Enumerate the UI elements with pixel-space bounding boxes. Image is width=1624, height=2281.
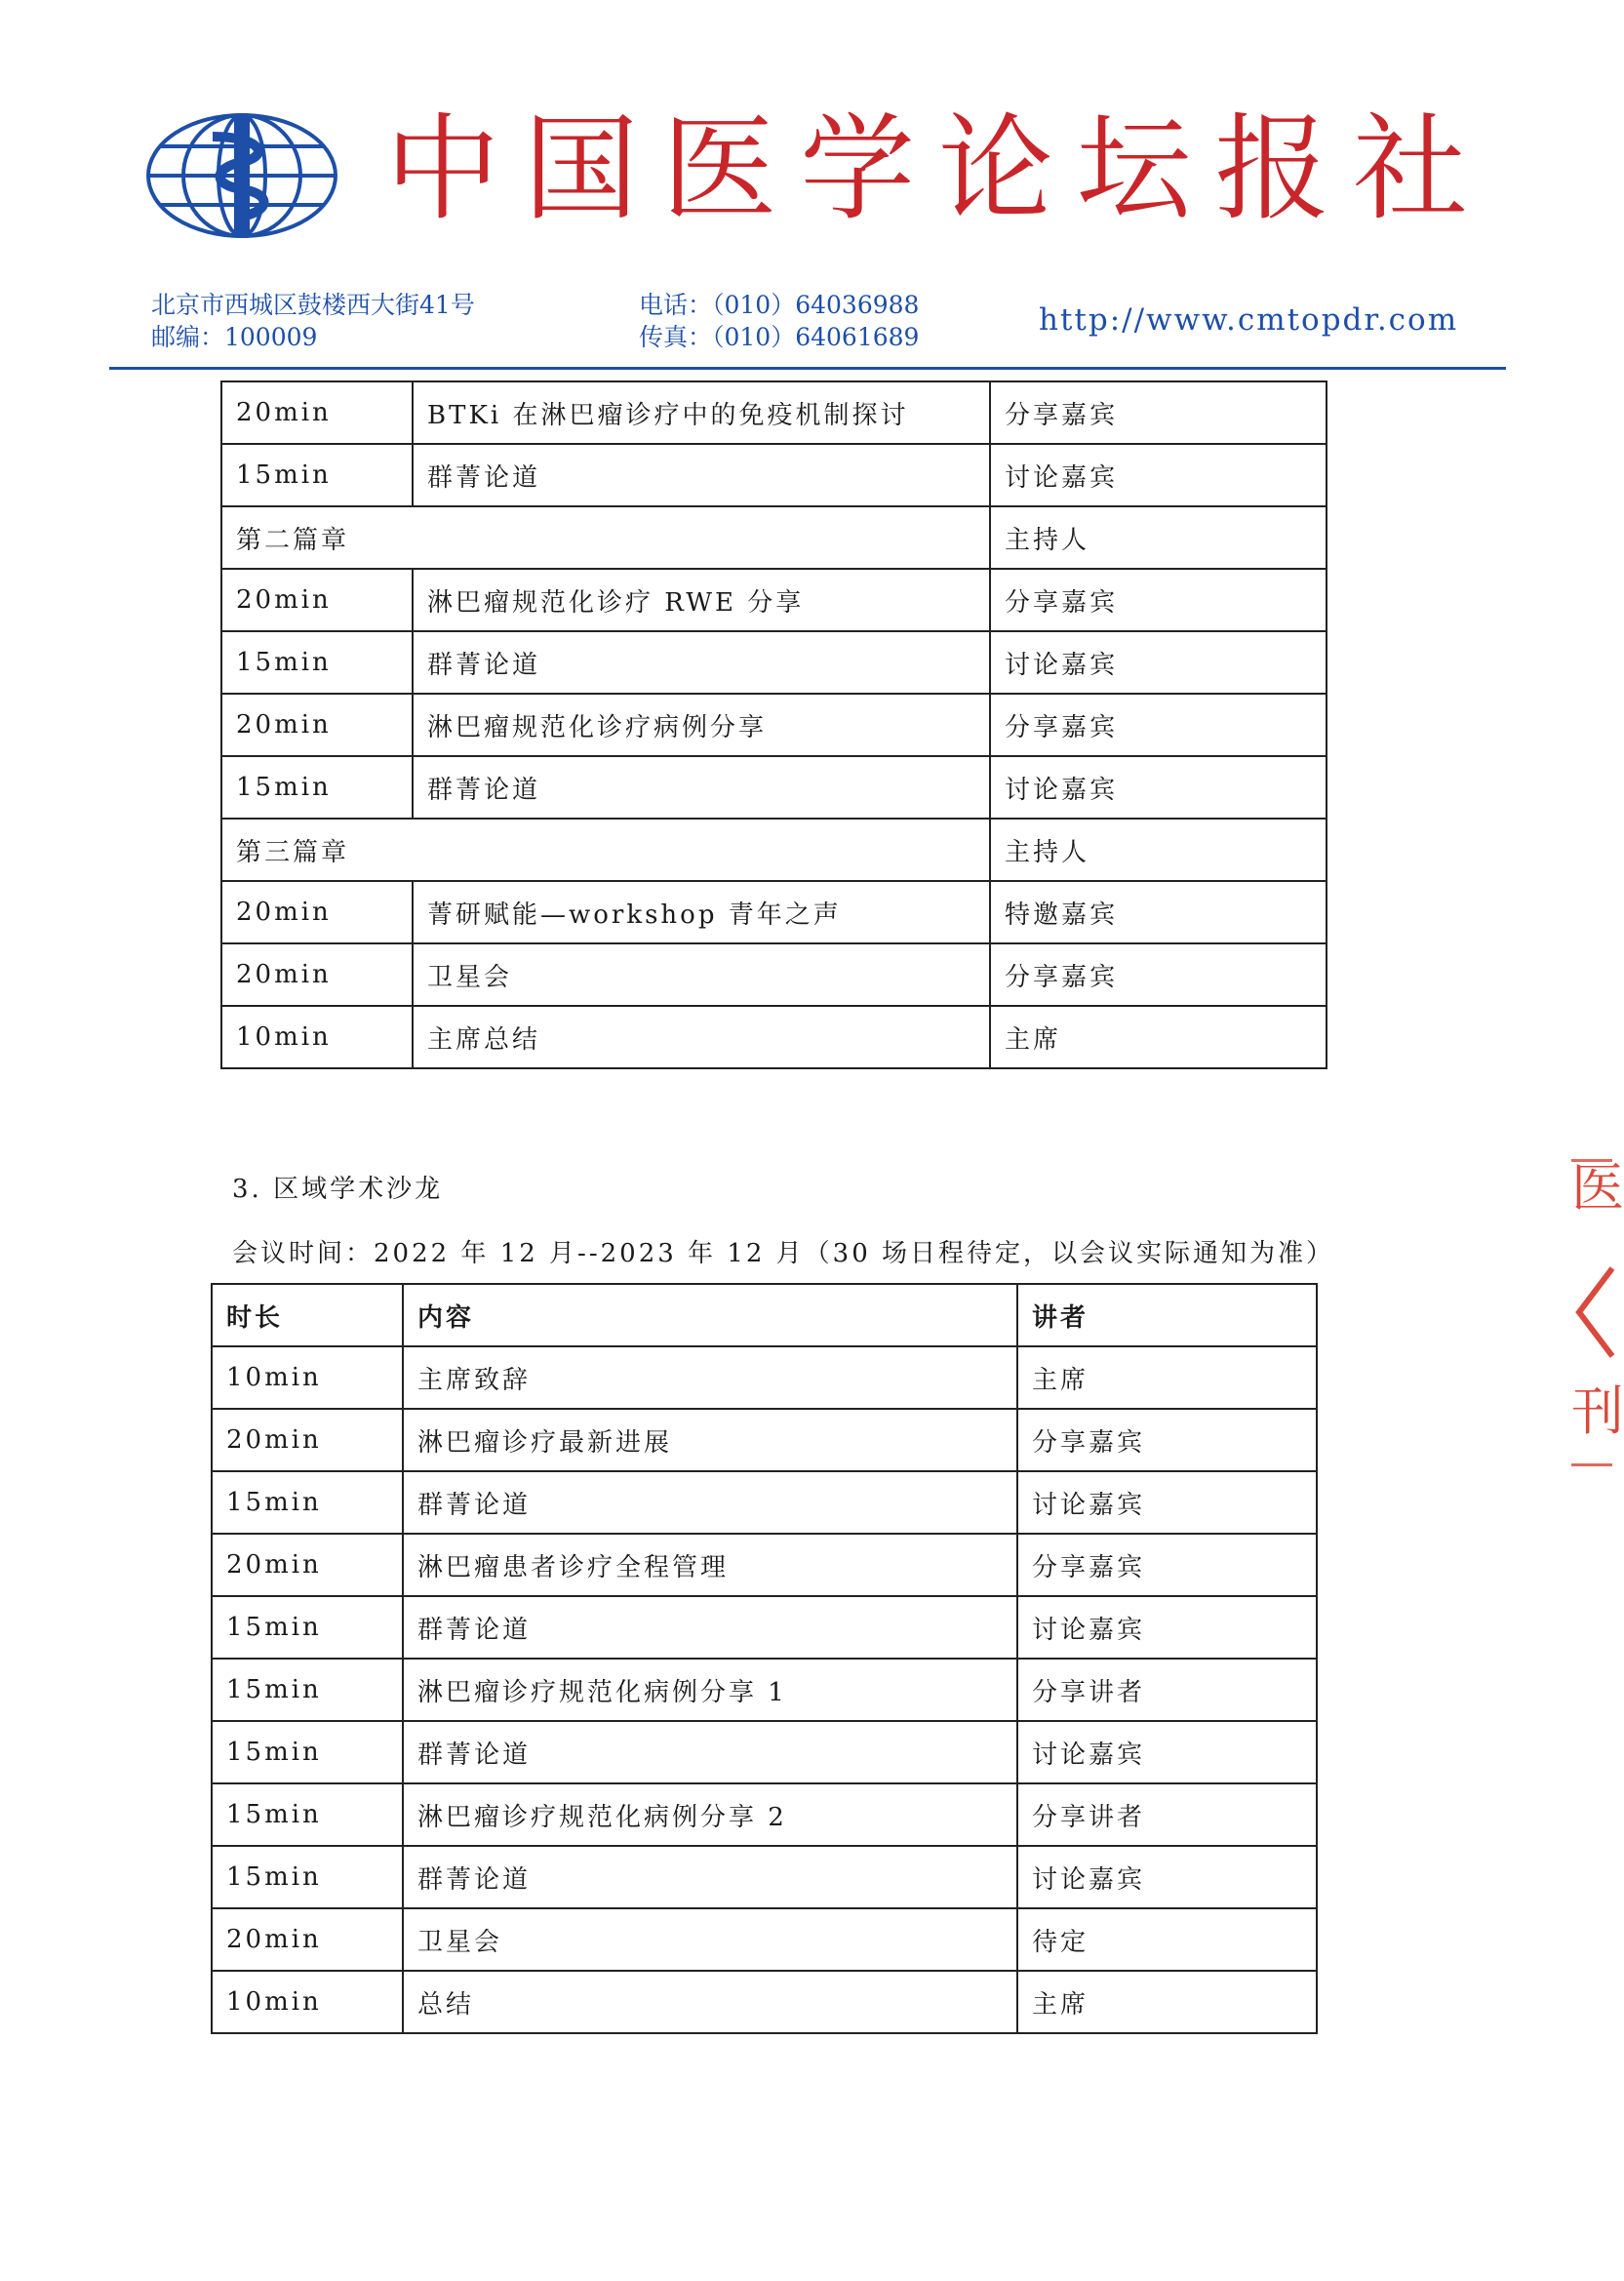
address-block — [151, 289, 475, 353]
content-cell: 卫星会 — [413, 943, 990, 1006]
table-row — [221, 943, 1327, 1006]
content-cell: 总结 — [403, 1971, 1017, 2033]
speaker-cell: 分享嘉宾 — [1017, 1534, 1317, 1596]
speaker-cell: 主席 — [1017, 1971, 1317, 2033]
table-row — [221, 881, 1327, 943]
organization-name — [385, 96, 1468, 242]
content-cell: 群菁论道 — [413, 631, 990, 694]
duration-cell: 10min — [212, 1346, 403, 1409]
content-cell: 群菁论道 — [403, 1471, 1017, 1534]
speaker-cell: 分享嘉宾 — [990, 694, 1327, 756]
table-row — [212, 1534, 1317, 1596]
org-name-char: 医 — [661, 101, 777, 236]
speaker-cell: 主持人 — [990, 819, 1327, 881]
table-row — [212, 1596, 1317, 1659]
duration-cell: 15min — [212, 1783, 403, 1846]
table-row — [221, 756, 1327, 819]
speaker-cell: 分享嘉宾 — [990, 943, 1327, 1006]
postcode-line: 邮编：100009 — [151, 323, 318, 351]
content-cell: 菁研赋能—workshop 青年之声 — [413, 881, 990, 943]
speaker-cell: 讨论嘉宾 — [990, 631, 1327, 694]
content-cell: 淋巴瘤规范化诊疗 RWE 分享 — [413, 569, 990, 631]
duration-cell: 10min — [212, 1971, 403, 2033]
speaker-cell: 待定 — [1017, 1908, 1317, 1971]
speaker-cell: 讨论嘉宾 — [1017, 1471, 1317, 1534]
duration-cell: 15min — [212, 1471, 403, 1534]
content-cell: 淋巴瘤患者诊疗全程管理 — [403, 1534, 1017, 1596]
content-cell: 淋巴瘤诊疗最新进展 — [403, 1409, 1017, 1471]
org-name-char: 报 — [1214, 101, 1330, 236]
speaker-cell: 主持人 — [990, 506, 1327, 569]
content-cell: 主席致辞 — [403, 1346, 1017, 1409]
table-row — [221, 381, 1327, 444]
content-cell: 卫星会 — [403, 1908, 1017, 1971]
website-link[interactable]: http://www.cmtopdr.com — [1039, 302, 1459, 338]
seal-fragment — [1571, 1157, 1624, 1240]
duration-cell: 20min — [221, 694, 413, 756]
duration-cell: 20min — [221, 381, 413, 444]
organization-logo — [144, 107, 339, 244]
org-name-char: 国 — [523, 101, 639, 236]
header-speaker: 讲者 — [1017, 1284, 1317, 1346]
section-title: 3. 区域学术沙龙 — [232, 1175, 444, 1204]
speaker-cell: 主席 — [1017, 1346, 1317, 1409]
table-row — [212, 1346, 1317, 1409]
org-name-char: 论 — [937, 101, 1053, 236]
duration-cell: 15min — [212, 1721, 403, 1783]
seal-fragment — [1571, 1259, 1612, 1366]
schedule-table-continued — [220, 380, 1327, 1069]
content-cell: 群菁论道 — [413, 756, 990, 819]
duration-cell: 15min — [221, 444, 413, 506]
duration-cell: 20min — [212, 1409, 403, 1471]
fax-line: 传真：（010）64061689 — [639, 323, 920, 351]
duration-cell: 15min — [221, 756, 413, 819]
speaker-cell: 特邀嘉宾 — [990, 881, 1327, 943]
content-cell: 淋巴瘤诊疗规范化病例分享 2 — [403, 1783, 1017, 1846]
table-row — [212, 1846, 1317, 1908]
speaker-cell: 分享讲者 — [1017, 1783, 1317, 1846]
duration-cell: 10min — [221, 1006, 413, 1068]
duration-cell: 15min — [212, 1596, 403, 1659]
table-row — [221, 1006, 1327, 1068]
table-row — [221, 444, 1327, 506]
table-header-row — [212, 1284, 1317, 1346]
meeting-time: 会议时间：2022 年 12 月--2023 年 12 月（30 场日程待定，以会议实际通知为准） — [232, 1239, 1335, 1268]
content-cell: 主席总结 — [413, 1006, 990, 1068]
salon-schedule-table — [211, 1283, 1318, 2034]
duration-cell: 15min — [212, 1846, 403, 1908]
table-row — [221, 631, 1327, 694]
chapter-title-cell: 第二篇章 — [221, 506, 990, 569]
duration-cell: 15min — [221, 631, 413, 694]
speaker-cell: 讨论嘉宾 — [990, 444, 1327, 506]
speaker-cell: 分享嘉宾 — [990, 569, 1327, 631]
chapter-title-cell: 第三篇章 — [221, 819, 990, 881]
address-line: 北京市西城区鼓楼西大街41号 — [151, 291, 475, 319]
header-divider — [109, 367, 1506, 370]
speaker-cell: 分享嘉宾 — [1017, 1409, 1317, 1471]
phone-line: 电话：（010）64036988 — [639, 291, 920, 319]
table-row — [212, 1783, 1317, 1846]
content-cell: 淋巴瘤诊疗规范化病例分享 1 — [403, 1659, 1017, 1721]
content-cell: 淋巴瘤规范化诊疗病例分享 — [413, 694, 990, 756]
content-cell: BTKi 在淋巴瘤诊疗中的免疫机制探讨 — [413, 381, 990, 444]
phone-block — [639, 289, 919, 353]
table-row — [212, 1409, 1317, 1471]
seal-char: 刊 — [1571, 1381, 1624, 1442]
table-row — [212, 1471, 1317, 1534]
chapter-row — [221, 819, 1327, 881]
speaker-cell: 讨论嘉宾 — [990, 756, 1327, 819]
org-name-char: 中 — [385, 101, 501, 236]
speaker-cell: 讨论嘉宾 — [1017, 1846, 1317, 1908]
table-row — [212, 1908, 1317, 1971]
table-row — [221, 569, 1327, 631]
speaker-cell: 分享嘉宾 — [990, 381, 1327, 444]
duration-cell: 20min — [221, 881, 413, 943]
duration-cell: 20min — [212, 1534, 403, 1596]
speaker-cell: 讨论嘉宾 — [1017, 1596, 1317, 1659]
duration-cell: 15min — [212, 1659, 403, 1721]
table-row — [212, 1659, 1317, 1721]
seal-char: 医 — [1571, 1157, 1624, 1219]
table-row — [221, 694, 1327, 756]
content-cell: 群菁论道 — [403, 1721, 1017, 1783]
content-cell: 群菁论道 — [413, 444, 990, 506]
org-name-char: 社 — [1352, 101, 1468, 236]
duration-cell: 20min — [221, 569, 413, 631]
org-name-char: 坛 — [1076, 101, 1192, 236]
speaker-cell: 讨论嘉宾 — [1017, 1721, 1317, 1783]
content-cell: 群菁论道 — [403, 1846, 1017, 1908]
table-row — [212, 1721, 1317, 1783]
table-row — [212, 1971, 1317, 2033]
content-cell: 群菁论道 — [403, 1596, 1017, 1659]
duration-cell: 20min — [221, 943, 413, 1006]
seal-fragment — [1571, 1381, 1624, 1466]
chapter-row — [221, 506, 1327, 569]
speaker-cell: 主席 — [990, 1006, 1327, 1068]
org-name-char: 学 — [800, 101, 916, 236]
header-duration: 时长 — [212, 1284, 403, 1346]
duration-cell: 20min — [212, 1908, 403, 1971]
header-content: 内容 — [403, 1284, 1017, 1346]
speaker-cell: 分享讲者 — [1017, 1659, 1317, 1721]
